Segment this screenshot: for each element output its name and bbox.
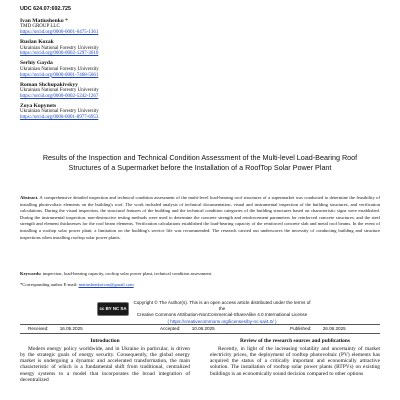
author-affiliation: Ukrainian National Forestry University — [20, 87, 99, 93]
author-name: Serhiy Gayda — [20, 60, 53, 67]
author-name: Ruslan Kozak — [20, 39, 54, 46]
review-heading: Review of the research sources and publications — [240, 338, 350, 344]
review-column — [210, 338, 380, 377]
paper-title: Results of the Inspection and Technical Condition Assessment of the Multi-level Load-Bearing Roof Structures of a Supermarket before the Installation of a RoofTop Solar Power Plant — [42, 153, 358, 173]
author-orcid-link[interactable]: https://orcid.org/0000-0002-1297-3610 — [20, 51, 99, 57]
author-block — [20, 82, 220, 100]
introduction-column — [20, 338, 190, 383]
author-orcid-link[interactable]: https://orcid.org/0000-0001-8977-6953 — [20, 114, 99, 120]
author-affiliation: Ukrainian National Forestry University — [20, 45, 99, 51]
review-text: Recently, in light of the increasing volatility and uncertainty of market electricity prices, the deployment of rooftop photovoltaic (PV) elements has acquired the status of a critically important and economically attractive solution. The installation of rooftop solar power plants (RTPVs) on existing buildings is an economically sound decision compared to other options — [210, 345, 380, 377]
license-line-1: Copyright © The Author(s). This is an open access article distributed under the terms of the — [133, 300, 311, 312]
author-list — [20, 18, 220, 124]
author-affiliation: Ukrainian National Forestry University — [20, 109, 99, 115]
keywords — [20, 271, 380, 277]
abstract — [20, 195, 380, 241]
abstract-label: Abstract. — [20, 195, 39, 200]
author-name: Ivan Matiushenko * — [20, 18, 68, 24]
received-value: 16.05.2025 — [59, 326, 83, 331]
keywords-label: Keywords: — [20, 271, 42, 276]
correspondence — [20, 282, 380, 288]
introduction-heading: Introduction — [90, 338, 120, 344]
author-orcid-link[interactable]: https://orcid.org/0000-0002-5242-1267 — [20, 93, 99, 99]
author-name: Zoya Kopynets — [20, 102, 57, 109]
correspondence-label: *Corresponding author E-mail: — [20, 282, 78, 287]
license-link[interactable]: ( https://creativecommons.org/licenses/by-nc-sa/4.0/ ) — [167, 318, 277, 324]
author-name: Roman Shchupakivskyy — [20, 81, 78, 88]
author-orcid-link[interactable]: https://orcid.org/0000-0001-6475-1361 — [20, 30, 99, 36]
udc-code: UDC 624.07:692.725 — [20, 6, 71, 12]
author-orcid-link[interactable]: https://orcid.org/0000-0001-7468-5661 — [20, 72, 99, 78]
author-block — [20, 60, 220, 78]
license-text — [132, 300, 312, 325]
author-block — [20, 18, 220, 36]
author-block — [20, 103, 220, 121]
received-date — [28, 325, 83, 333]
accepted-label: Accepted: — [160, 326, 181, 331]
received-label: Received: — [28, 326, 49, 331]
author-block — [20, 39, 220, 57]
accepted-date — [160, 325, 215, 333]
author-affiliation: TMD GROUP LLC — [20, 24, 60, 30]
introduction-text: Modern energy policy worldwide, and in Ukraine in particular, is driven by the strategic goals of energy security. Consequently, the global energy market is undergoing a dynamic and accelerated transformation, the main characteristic of which is a fundamental shift from traditional, centralized energy systems to a model that incorporates the broad integration of decentralized — [20, 345, 190, 383]
cc-license-icon: cc BY NC SA — [97, 302, 129, 316]
correspondence-email-link[interactable]: matiushenkoivan@gmail.com — [78, 282, 134, 287]
license-line-2: Creative Commons Attribution-NonCommercial-ShareAlike 4.0 International License — [136, 312, 308, 318]
abstract-text: A comprehensive detailed inspection and technical condition assessment of the multi-level load-bearing roof structures of a supermarket was conducted to determine the feasibility of installing photovoltaic elements on the building's roof. The work included analysis of technical documentation, visual and instrumental inspection of the building structures, and verification calculations. During the visual inspection, the structural features of the building and the technical condition categories of the building structures based on characteristic signs were established. During the instrumental inspection, non-destructive testing methods were used to determine the concrete strength and reinforcement parameters for reinforced concrete structures, and the steel strength and element thicknesses for the roof beam elements. Verification calculations established the load-bearing capacity of the reinforced concrete slab and metal roof beams. In the event of installing a rooftop solar power plant, a limitation on the building's service life was recommended. The research carried out underscores the necessity of conducting building and structure inspections when installing rooftop solar power plants. — [20, 195, 380, 240]
accepted-value: 10.06.2025 — [191, 326, 215, 331]
published-value: 26.06.2025 — [322, 326, 346, 331]
publication-dates — [20, 324, 380, 334]
author-affiliation: Ukrainian National Forestry University — [20, 66, 99, 72]
keywords-text: inspection, load-bearing capacity, rooftop solar power plant, technical condition assessment. — [42, 271, 213, 276]
published-label: Published: — [290, 326, 312, 331]
published-date — [290, 325, 346, 333]
